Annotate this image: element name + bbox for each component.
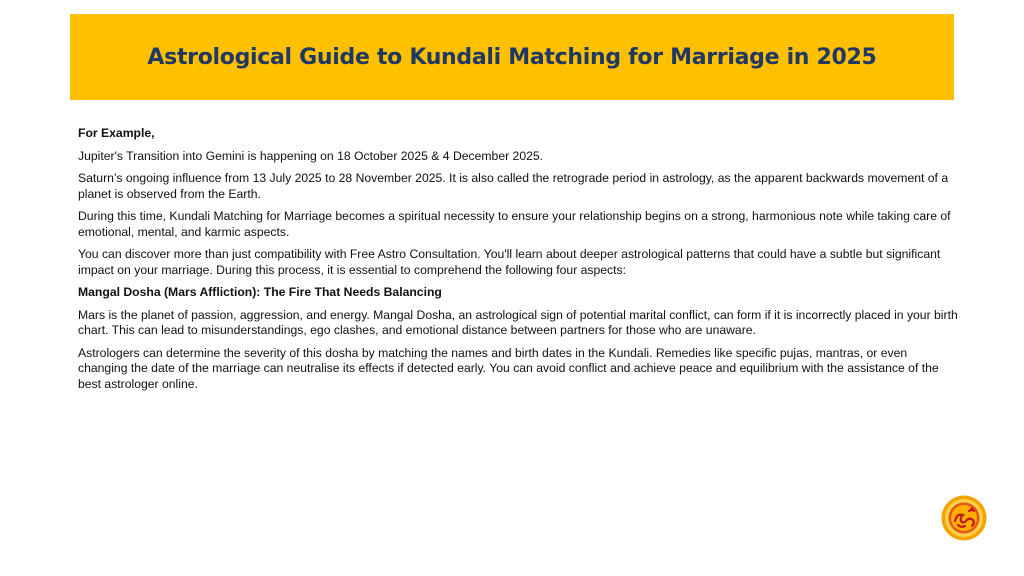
body-text: [78, 126, 958, 399]
paragraph-8: Astrologers can determine the severity of this dosha by matching the names and birth dates in the Kundali. Remedies like specific pujas, mantras, or even changing the date of the marriage can neutralise its effects if detected early. You can avoid conflict and achieve peace and equilibrium with the assistance of the best astrologer online.: [78, 345, 939, 391]
title-banner: [70, 14, 954, 100]
page-title: Astrological Guide to Kundali Matching for Marriage in 2025: [147, 44, 877, 70]
paragraph-7: Mars is the planet of passion, aggression, and energy. Mangal Dosha, an astrological sign of potential marital conflict, can form if it is incorrectly placed in your birth chart. This can lead to misunderstandings, ego clashes, and emotional distance between partners for those who are unaware.: [78, 307, 958, 337]
paragraph-2: Jupiter's Transition into Gemini is happening on 18 October 2025 & 4 December 2025.: [78, 148, 544, 163]
om-logo-icon: [941, 495, 987, 541]
paragraph-6: Mangal Dosha (Mars Affliction): The Fire That Needs Balancing: [78, 285, 442, 299]
paragraph-3: Saturn’s ongoing influence from 13 July 2025 to 28 November 2025. It is also called the retrograde period in astrology, as the apparent backwards movement of a planet is observed from the Earth.: [78, 171, 949, 201]
paragraph-1: For Example,: [78, 126, 155, 140]
paragraph-4: During this time, Kundali Matching for Marriage becomes a spiritual necessity to ensure your relationship begins on a strong, harmonious note while taking care of emotional, mental, and karmic aspects.: [78, 209, 951, 239]
paragraph-5: You can discover more than just compatibility with Free Astro Consultation. You'll learn about deeper astrological patterns that could have a subtle but significant impact on your marriage. During this process, it is essential to comprehend the following four aspects:: [78, 247, 941, 277]
